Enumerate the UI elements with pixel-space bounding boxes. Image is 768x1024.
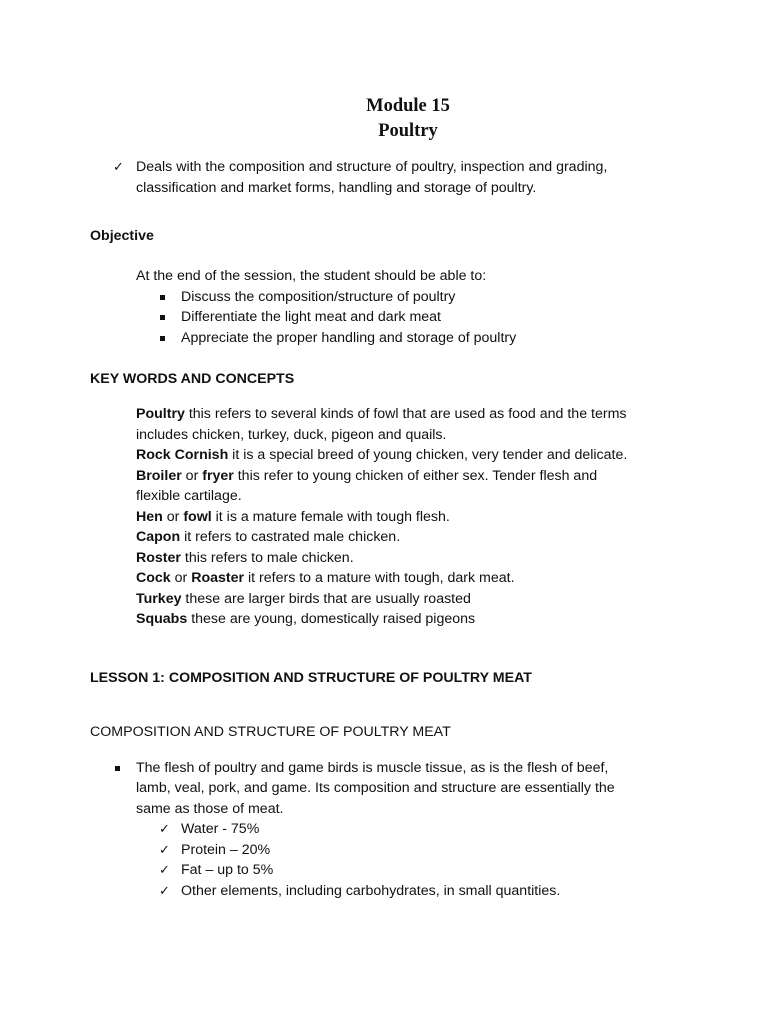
keyword-entry: Rock Cornish it is a special breed of young chicken, very tender and delicate. [136,447,628,463]
lesson-paragraph-line: The flesh of poultry and game birds is muscle tissue, as is the flesh of beef, [136,760,609,776]
lesson-heading: LESSON 1: COMPOSITION AND STRUCTURE OF POULTRY MEAT [90,670,532,686]
intro-line: Deals with the composition and structure of poultry, inspection and grading, [136,159,608,175]
lesson-paragraph-line: same as those of meat. [136,801,284,817]
bullet-square-icon [160,336,165,341]
keyword-entry: Cock or Roaster it refers to a mature with tough, dark meat. [136,570,515,586]
checkmark-icon: ✓ [159,862,170,877]
keyword-entry: Broiler or fryer this refer to young chicken of either sex. Tender flesh and [136,468,598,484]
keyword-entry: Poultry this refers to several kinds of fowl that are used as food and the terms [136,406,627,422]
objective-item: Appreciate the proper handling and storage of poultry [181,330,517,346]
keyword-entry: Capon it refers to castrated male chicken. [136,529,401,545]
composition-item: Fat – up to 5% [181,862,274,878]
keyword-entry: flexible cartilage. [136,488,242,504]
module-subtitle: Poultry [378,121,438,141]
lesson-subheading: COMPOSITION AND STRUCTURE OF POULTRY MEAT [90,724,451,740]
checkmark-icon: ✓ [159,821,170,836]
composition-item: Protein – 20% [181,842,271,858]
objective-heading: Objective [90,228,154,244]
bullet-square-icon [160,315,165,320]
checkmark-icon: ✓ [113,159,124,174]
checkmark-icon: ✓ [159,842,170,857]
checkmark-icon: ✓ [159,883,170,898]
keyword-entry: Turkey these are larger birds that are usually roasted [136,591,471,607]
lesson-paragraph-line: lamb, veal, pork, and game. Its composition and structure are essentially the [136,780,615,796]
bullet-square-icon [115,766,120,771]
keyword-entry: Hen or fowl it is a mature female with tough flesh. [136,509,450,525]
objective-lead: At the end of the session, the student should be able to: [136,268,487,284]
intro-line: classification and market forms, handling and storage of poultry. [136,180,537,196]
objective-item: Discuss the composition/structure of poultry [181,289,456,305]
objective-item: Differentiate the light meat and dark meat [181,309,441,325]
keywords-heading: KEY WORDS AND CONCEPTS [90,371,295,387]
keyword-entry: includes chicken, turkey, duck, pigeon and quails. [136,427,447,443]
composition-item: Water - 75% [181,821,260,837]
keyword-entry: Squabs these are young, domestically raised pigeons [136,611,476,627]
bullet-square-icon [160,295,165,300]
module-title: Module 15 [366,96,450,116]
composition-item: Other elements, including carbohydrates, in small quantities. [181,883,561,899]
keyword-entry: Roster this refers to male chicken. [136,550,354,566]
